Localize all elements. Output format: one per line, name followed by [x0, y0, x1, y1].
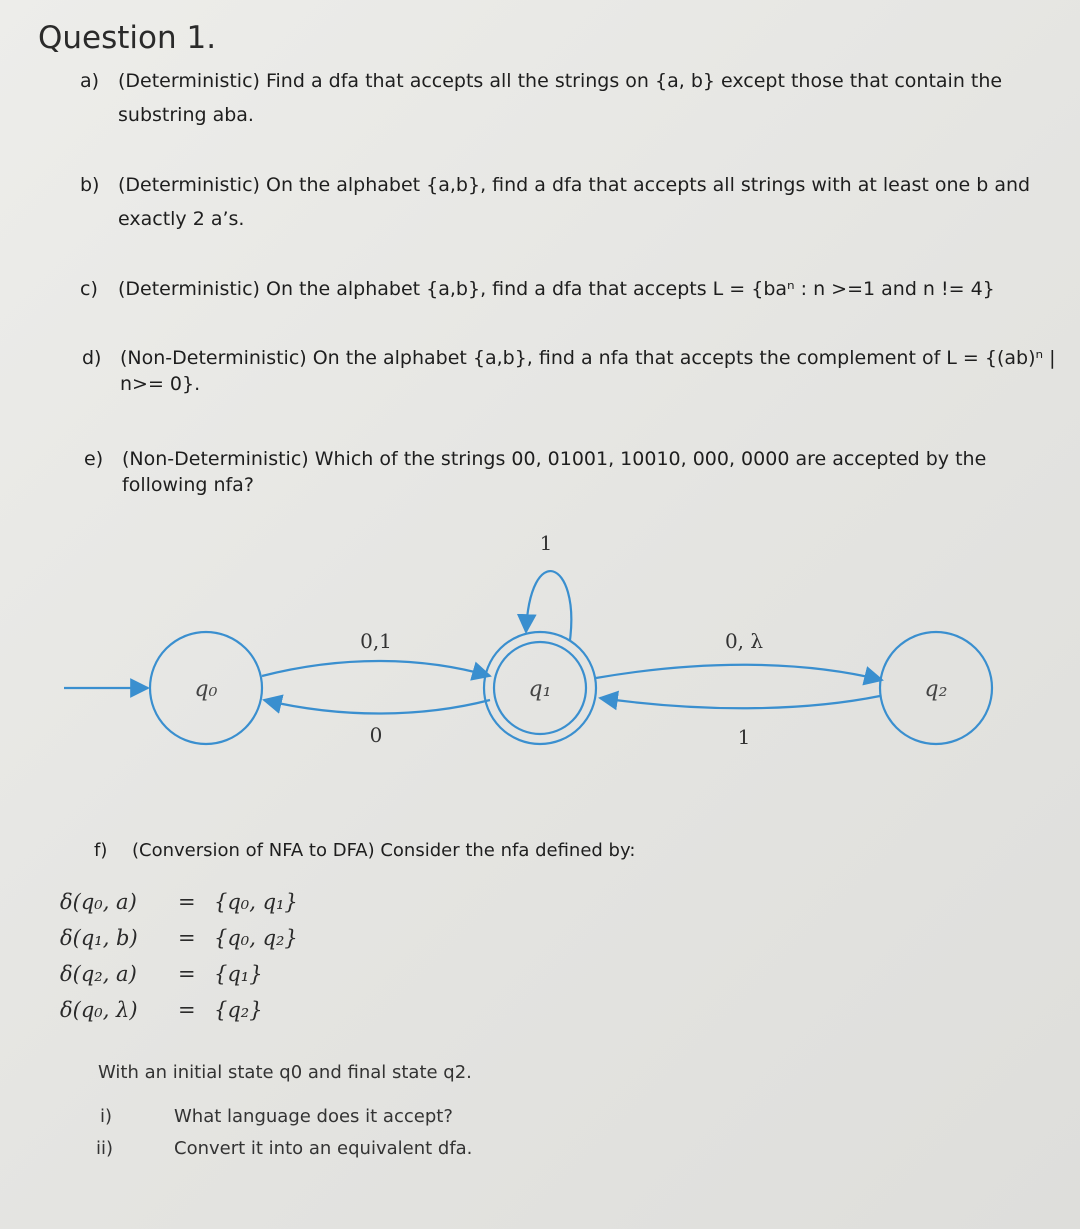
transition-equals: =	[178, 890, 196, 914]
question-e	[84, 442, 1064, 512]
question-e-line2: following nfa?	[122, 474, 254, 496]
transition-lhs: δ(q₂, a)	[60, 962, 137, 986]
question-f	[94, 834, 994, 870]
question-d-line2: n>= 0}.	[120, 373, 201, 395]
edge-q1-self-loop-label: 1	[539, 531, 553, 555]
question-b	[80, 168, 1060, 238]
nfa-diagram	[60, 520, 1020, 760]
transition-lhs: δ(q₁, b)	[60, 926, 138, 950]
edge-q1-self-loop	[526, 571, 571, 640]
question-f-line1: (Conversion of NFA to DFA) Consider the nfa defined by:	[132, 840, 636, 861]
edge-q1-to-q0	[264, 700, 490, 714]
question-d-line1: (Non-Deterministic) On the alphabet {a,b}, find a nfa that accepts the complement of L = {(ab)ⁿ |	[120, 347, 1056, 369]
question-c	[80, 272, 1060, 308]
question-e-line1: (Non-Deterministic) Which of the strings 00, 01001, 10010, 000, 0000 are accepted by the	[122, 448, 987, 470]
question-a-line2: substring aba.	[118, 104, 254, 126]
transition-lhs: δ(q₀, λ)	[60, 998, 138, 1022]
transition-rhs: {q₂}	[214, 998, 263, 1022]
transition-equals: =	[178, 962, 196, 986]
transition-function-block	[60, 890, 460, 1040]
edge-q1-to-q2-label: 0, λ	[724, 629, 764, 653]
question-b-line1: (Deterministic) On the alphabet {a,b}, find a dfa that accepts all strings with at least one b and	[118, 174, 1031, 196]
edge-q1-to-q0-label: 0	[369, 723, 383, 747]
subpart-label: i)	[100, 1106, 113, 1127]
question-c-label: c)	[80, 278, 98, 300]
question-b-label: b)	[80, 174, 100, 196]
initial-final-statement: With an initial state q0 and final state q2.	[98, 1062, 472, 1083]
question-f-label: f)	[94, 840, 108, 861]
page-title: Question 1.	[38, 20, 217, 56]
question-d	[82, 341, 1062, 411]
transition-rhs: {q₁}	[214, 962, 263, 986]
edge-q1-to-q2	[596, 665, 882, 680]
state-q0-label: q₀	[194, 677, 218, 702]
state-q1-label: q₁	[528, 677, 552, 702]
transition-rhs: {q₀, q₂}	[214, 926, 298, 950]
question-e-label: e)	[84, 448, 104, 470]
transition-equals: =	[178, 998, 196, 1022]
edge-q2-to-q1-label: 1	[737, 725, 751, 749]
transition-equals: =	[178, 926, 196, 950]
transition-lhs: δ(q₀, a)	[60, 890, 137, 914]
subpart-label: ii)	[96, 1138, 114, 1159]
edge-q0-to-q1-label: 0,1	[360, 629, 392, 653]
question-a-line1: (Deterministic) Find a dfa that accepts all the strings on {a, b} except those that contain the	[118, 70, 1003, 92]
question-a	[80, 64, 1060, 134]
subpart-text: What language does it accept?	[174, 1106, 453, 1127]
question-c-line1: (Deterministic) On the alphabet {a,b}, find a dfa that accepts L = {baⁿ : n >=1 and n != 4}	[118, 278, 995, 300]
transition-rhs: {q₀, q₁}	[214, 890, 298, 914]
question-b-line2: exactly 2 a’s.	[118, 208, 245, 230]
subpart-text: Convert it into an equivalent dfa.	[174, 1138, 473, 1159]
question-d-label: d)	[82, 347, 102, 369]
edge-q2-to-q1	[600, 696, 880, 708]
edge-q0-to-q1	[262, 661, 490, 676]
question-a-label: a)	[80, 70, 100, 92]
state-q2-label: q₂	[924, 677, 948, 702]
